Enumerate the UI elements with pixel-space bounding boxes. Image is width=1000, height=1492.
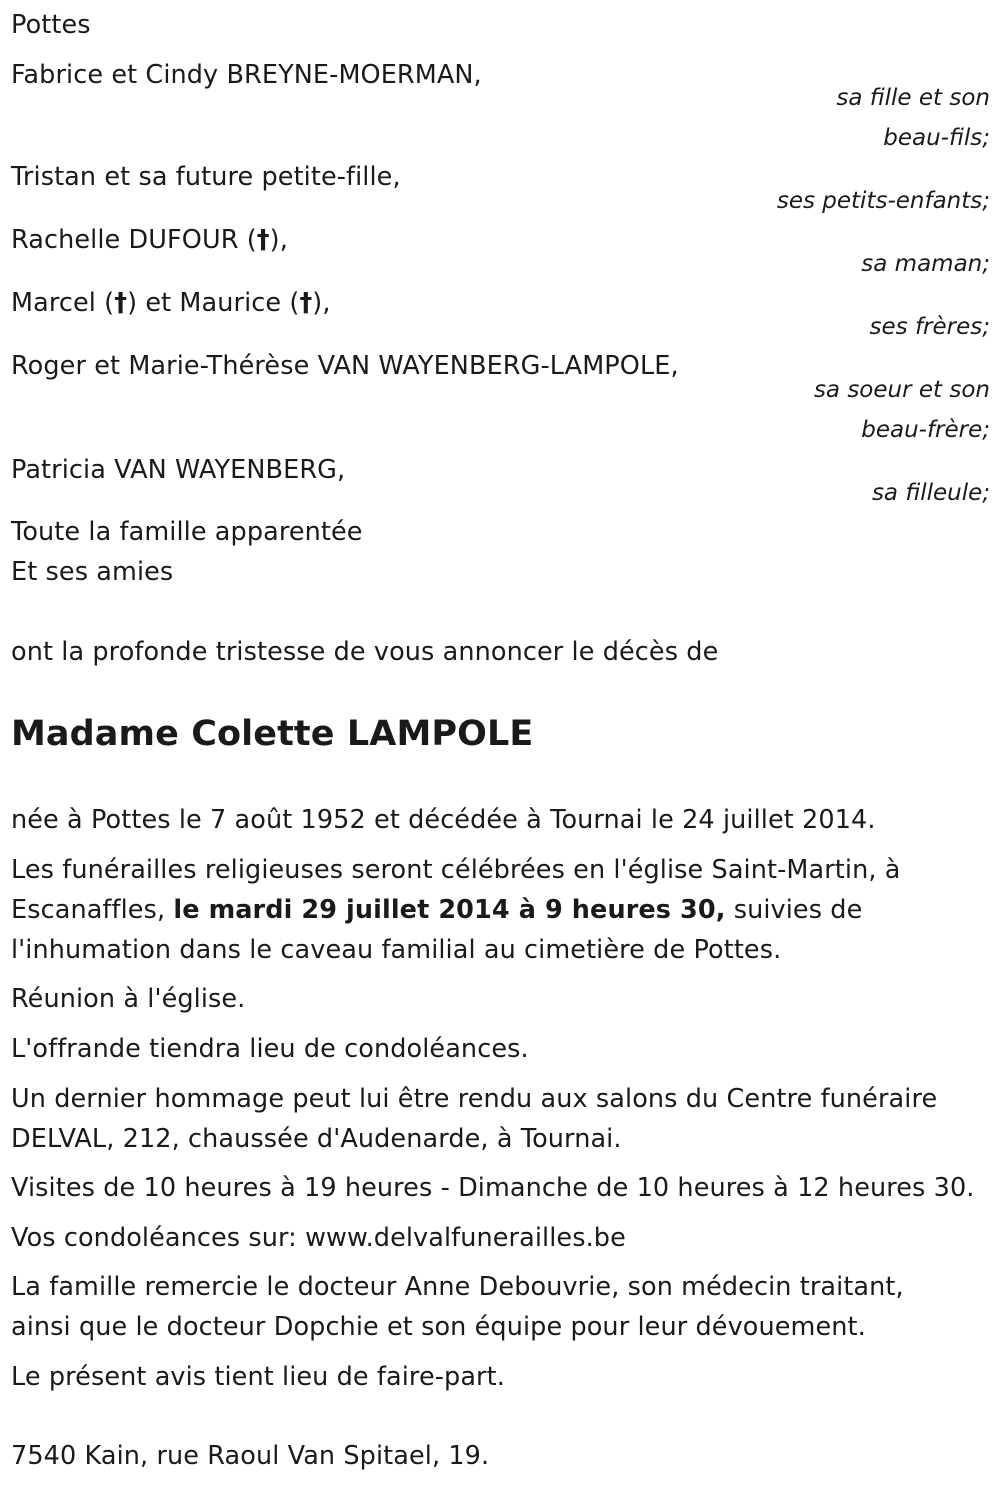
family-member-relation: sa filleule; — [871, 480, 990, 506]
condolences: Vos condoléances sur: www.delvalfunerailles.be — [11, 1223, 626, 1253]
family-member-name: Patricia VAN WAYENBERG, — [11, 455, 346, 485]
visits: Visites de 10 heures à 19 heures - Dimanche de 10 heures à 12 heures 30. — [11, 1173, 975, 1203]
cross-icon: † — [114, 288, 128, 318]
family-member-relation: sa maman; — [861, 251, 990, 277]
notice: Le présent avis tient lieu de faire-part. — [11, 1362, 505, 1392]
tribute-line: Un dernier hommage peut lui être rendu aux salons du Centre funéraire — [11, 1084, 938, 1114]
family-member-name: Fabrice et Cindy BREYNE-MOERMAN, — [11, 60, 482, 90]
offering: L'offrande tiendra lieu de condoléances. — [11, 1034, 529, 1064]
family-member-relation: ses frères; — [869, 314, 990, 340]
funeral-date: le mardi 29 juillet 2014 à 9 heures 30, — [173, 895, 726, 925]
family-member-name: Rachelle DUFOUR (†), — [11, 225, 288, 255]
family-member-name: Roger et Marie-Thérèse VAN WAYENBERG-LAMPOLE, — [11, 351, 679, 381]
cross-icon: † — [256, 225, 270, 255]
announcement: ont la profonde tristesse de vous annoncer le décès de — [11, 637, 719, 667]
address: 7540 Kain, rue Raoul Van Spitael, 19. — [11, 1441, 490, 1471]
deceased-name: Madame Colette LAMPOLE — [11, 714, 534, 754]
friends: Et ses amies — [11, 557, 174, 587]
meeting: Réunion à l'église. — [11, 984, 246, 1014]
funeral-line: l'inhumation dans le caveau familial au cimetière de Pottes. — [11, 935, 782, 965]
family-member-name: Marcel (†) et Maurice (†), — [11, 288, 331, 318]
funeral-line: Les funérailles religieuses seront célébrées en l'église Saint-Martin, à — [11, 855, 901, 885]
family-member-relation: sa soeur et son — [813, 377, 990, 403]
birth-death: née à Pottes le 7 août 1952 et décédée à Tournai le 24 juillet 2014. — [11, 805, 876, 835]
family-member-name: Tristan et sa future petite-fille, — [11, 162, 401, 192]
location: Pottes — [11, 10, 91, 40]
thanks-line: ainsi que le docteur Dopchie et son équipe pour leur dévouement. — [11, 1312, 866, 1342]
family-member-relation: beau-frère; — [861, 417, 990, 443]
thanks-line: La famille remercie le docteur Anne Debouvrie, son médecin traitant, — [11, 1272, 904, 1302]
cross-icon: † — [299, 288, 313, 318]
other-family: Toute la famille apparentée — [11, 517, 363, 547]
family-member-relation: beau-fils; — [883, 125, 990, 151]
family-member-relation: sa fille et son — [836, 85, 990, 111]
funeral-line: Escanaffles, le mardi 29 juillet 2014 à 9 heures 30, suivies de — [11, 895, 863, 925]
family-member-relation: ses petits-enfants; — [776, 188, 990, 214]
tribute-line: DELVAL, 212, chaussée d'Audenarde, à Tournai. — [11, 1124, 622, 1154]
